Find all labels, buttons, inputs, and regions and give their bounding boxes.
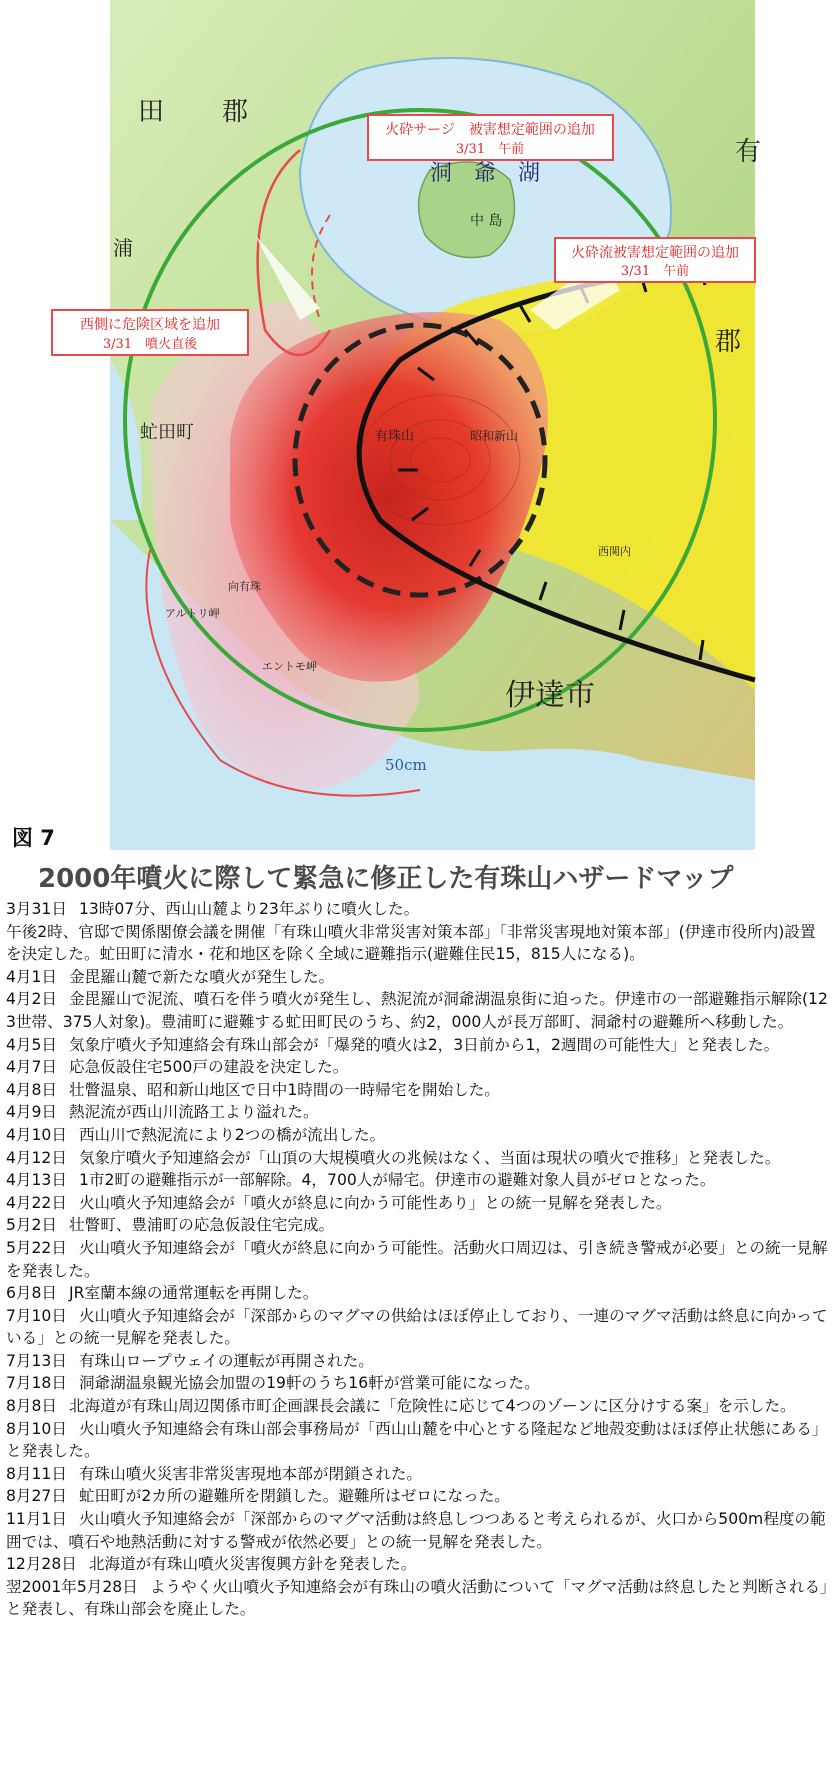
event-date: 翌2001年5月28日 bbox=[6, 1577, 138, 1596]
event-date: 8月10日 bbox=[6, 1419, 67, 1438]
event-date: 5月22日 bbox=[6, 1238, 67, 1257]
event-date: 4月22日 bbox=[6, 1193, 67, 1212]
event-date: 4月13日 bbox=[6, 1171, 67, 1190]
event-text: 火山噴火予知連絡会が「噴火が終息に向かう可能性あり」との統一見解を発表した。 bbox=[78, 1193, 672, 1212]
figure-label: 図 7 bbox=[8, 822, 59, 852]
event-text: 気象庁噴火予知連絡会有珠山部会が「爆発的噴火は2，3日前から1，2週間の可能性大」と発表した。 bbox=[69, 1035, 780, 1054]
label-gun2: 郡 bbox=[715, 327, 742, 357]
event-entry bbox=[6, 1192, 828, 1215]
label-arutori: アルトリ岬 bbox=[165, 607, 220, 620]
callout-surge bbox=[368, 115, 613, 160]
label-toya-lake: 洞 爺 湖 bbox=[430, 161, 541, 186]
event-text: 虻田町が2カ所の避難所を閉鎖した。避難所はゼロになった。 bbox=[78, 1487, 510, 1506]
event-text: 洞爺湖温泉観光協会加盟の19軒のうち16軒が営業可能になった。 bbox=[78, 1374, 540, 1393]
event-text: 応急仮設住宅500戸の建設を決定した。 bbox=[69, 1058, 349, 1077]
event-date: 4月7日 bbox=[6, 1058, 58, 1077]
event-entry bbox=[6, 1372, 828, 1395]
event-entry bbox=[6, 1101, 828, 1124]
event-date: 3月31日 bbox=[6, 900, 67, 918]
event-entry bbox=[6, 1395, 828, 1418]
label-gun: 郡 bbox=[222, 97, 249, 127]
callout-west bbox=[52, 310, 248, 355]
label-nishi: 西関内 bbox=[598, 545, 631, 558]
event-entry bbox=[6, 1034, 828, 1057]
event-text: 壮瞥町、豊浦町の応急仮設住宅完成。 bbox=[69, 1216, 335, 1235]
event-entry bbox=[6, 1553, 828, 1576]
event-text: 午後2時、官邸で関係閣僚会議を開催「有珠山噴火非常災害対策本部」「非常災害現地対策本部」(伊達市役所内)設置を決定した。虻田町に清水・花和地区を除く全域に避難指示(避難住民15，815人になる)。 bbox=[6, 922, 816, 964]
event-entry bbox=[6, 898, 828, 921]
svg-text:火砕流被害想定範囲の追加: 火砕流被害想定範囲の追加 bbox=[571, 245, 739, 261]
event-text: JR室蘭本線の通常運転を再開した。 bbox=[69, 1284, 319, 1303]
svg-text:3/31 午前: 3/31 午前 bbox=[620, 264, 690, 279]
callout-pyroclastic bbox=[555, 238, 755, 282]
event-date: 7月18日 bbox=[6, 1374, 67, 1393]
event-date: 7月13日 bbox=[6, 1351, 67, 1370]
event-entry bbox=[6, 1350, 828, 1373]
event-entry bbox=[6, 1079, 828, 1102]
event-date: 4月9日 bbox=[6, 1103, 58, 1122]
event-text: 有珠山噴火災害非常災害現地本部が閉鎖された。 bbox=[78, 1464, 423, 1483]
event-date: 4月10日 bbox=[6, 1125, 67, 1144]
figure-title: 2000年噴火に際して緊急に修正した有珠山ハザードマップ bbox=[38, 864, 734, 894]
event-text: ようやく火山噴火予知連絡会が有珠山の噴火活動について「マグマ活動は終息したと判断される」と発表し、有珠山部会を廃止した。 bbox=[6, 1577, 828, 1619]
event-text: 有珠山ロープウェイの運転が再開された。 bbox=[78, 1351, 374, 1370]
event-text: 火山噴火予知連絡会が「深部からのマグマの供給はほぼ停止しており、一連のマグマ活動は終息に向かっている」との統一見解を発表した。 bbox=[6, 1306, 828, 1348]
label-showa: 昭和新山 bbox=[470, 429, 519, 443]
event-text: 火山噴火予知連絡会が「深部からのマグマ活動は終息しつつあると考えられるが、火口から500m程度の範囲では、噴石や地熱活動に対する警戒が依然必要」との統一見解を発表した。 bbox=[6, 1510, 826, 1551]
event-text: 金毘羅山で泥流、噴石を伴う噴火が発生し、熱泥流が洞爺湖温泉街に迫った。伊達市の一部避難指示解除(123世帯、375人対象)。豊浦町に避難する虻田町民のうち、約2，000人が長万部町、洞爺村の避難所へ移動した。 bbox=[6, 990, 828, 1031]
event-entry bbox=[6, 1485, 828, 1508]
event-timeline bbox=[6, 898, 828, 1621]
event-text: 13時07分、西山山麓より23年ぶりに噴火した。 bbox=[78, 900, 420, 918]
event-date: 5月2日 bbox=[6, 1216, 58, 1235]
label-aru: 有 bbox=[735, 137, 762, 167]
label-mukaiusu: 向有珠 bbox=[228, 580, 261, 593]
label-entomo: エントモ岬 bbox=[262, 660, 317, 673]
event-text: 熱泥流が西山川流路工より溢れた。 bbox=[69, 1103, 319, 1122]
svg-text:3/31 午前: 3/31 午前 bbox=[455, 142, 525, 157]
event-text: 気象庁噴火予知連絡会が「山頂の大規模噴火の兆候はなく、当面は現状の噴火で推移」と発表した。 bbox=[78, 1148, 781, 1167]
event-date: 4月8日 bbox=[6, 1080, 58, 1099]
event-entry bbox=[6, 1508, 828, 1553]
label-ura: 浦 bbox=[113, 236, 133, 260]
event-date: 4月2日 bbox=[6, 990, 58, 1009]
event-date: 12月28日 bbox=[6, 1555, 77, 1574]
event-entry bbox=[6, 1305, 828, 1350]
event-entry bbox=[6, 1169, 828, 1192]
event-date: 7月10日 bbox=[6, 1306, 67, 1325]
event-date: 8月11日 bbox=[6, 1464, 67, 1483]
event-entry bbox=[6, 921, 828, 966]
svg-text:西側に危険区域を追加: 西側に危険区域を追加 bbox=[80, 317, 220, 333]
event-date: 4月1日 bbox=[6, 967, 58, 986]
svg-text:3/31 噴火直後: 3/31 噴火直後 bbox=[102, 337, 198, 352]
event-text: 北海道が有珠山噴火災害復興方針を発表した。 bbox=[88, 1555, 417, 1574]
event-date: 6月8日 bbox=[6, 1284, 58, 1303]
event-text: 壮瞥温泉、昭和新山地区で日中1時間の一時帰宅を開始した。 bbox=[69, 1080, 500, 1099]
event-entry bbox=[6, 1056, 828, 1079]
label-date-city: 伊達市 bbox=[505, 678, 595, 713]
event-entry bbox=[6, 1463, 828, 1486]
event-entry bbox=[6, 988, 828, 1033]
event-entry bbox=[6, 1124, 828, 1147]
event-date: 4月5日 bbox=[6, 1035, 58, 1054]
svg-text:火砕サージ 被害想定範囲の追加: 火砕サージ 被害想定範囲の追加 bbox=[385, 122, 595, 138]
label-ta: 田 bbox=[138, 97, 165, 127]
event-text: 北海道が有珠山周辺関係市町企画課長会議に「危険性に応じて4つのゾーンに区分けする案」を示した。 bbox=[69, 1397, 796, 1416]
event-entry bbox=[6, 1214, 828, 1237]
label-scale: 50cm bbox=[385, 756, 427, 774]
hazard-map bbox=[0, 0, 837, 860]
event-text: 金毘羅山麓で新たな噴火が発生した。 bbox=[69, 967, 335, 986]
event-text: 西山川で熱泥流により2つの橋が流出した。 bbox=[78, 1125, 386, 1144]
event-text: 1市2町の避難指示が一部解除。4，700人が帰宅。伊達市の避難対象人員がゼロとなった。 bbox=[78, 1171, 716, 1190]
event-entry bbox=[6, 1418, 828, 1463]
event-entry bbox=[6, 1237, 828, 1282]
label-abuta: 虻田町 bbox=[140, 422, 194, 443]
event-date: 11月1日 bbox=[6, 1510, 67, 1529]
event-entry bbox=[6, 966, 828, 989]
event-date: 8月8日 bbox=[6, 1397, 58, 1416]
event-date: 8月27日 bbox=[6, 1487, 67, 1506]
event-date: 4月12日 bbox=[6, 1148, 67, 1167]
event-entry bbox=[6, 1282, 828, 1305]
event-text: 火山噴火予知連絡会が「噴火が終息に向かう可能性。活動火口周辺は、引き続き警戒が必要」との統一見解を発表した。 bbox=[6, 1238, 828, 1280]
event-text: 火山噴火予知連絡会有珠山部会事務局が「西山山麓を中心とする隆起など地殻変動はほぼ停止状態にある」と発表した。 bbox=[6, 1419, 828, 1461]
event-entry bbox=[6, 1576, 828, 1621]
label-usu: 有珠山 bbox=[375, 429, 415, 444]
label-nakajima: 中 島 bbox=[470, 213, 503, 229]
event-entry bbox=[6, 1147, 828, 1170]
